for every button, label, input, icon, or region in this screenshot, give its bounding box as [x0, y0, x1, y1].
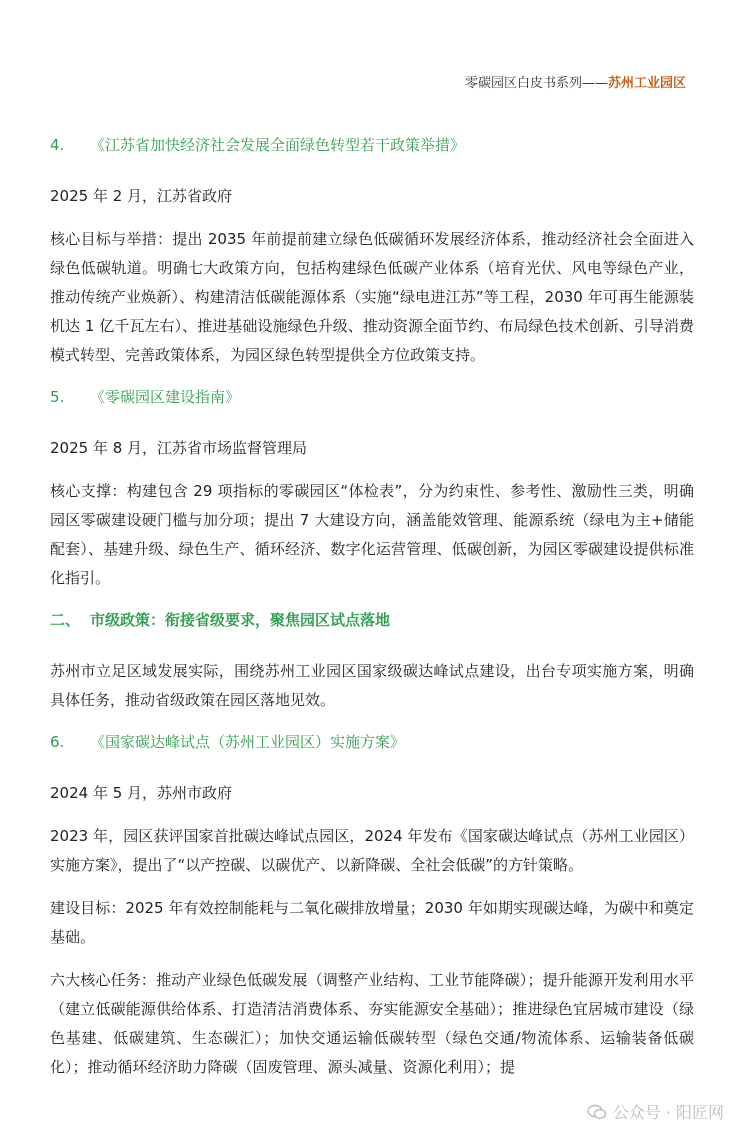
section-4-meta: 2025 年 2 月，江苏省政府: [50, 187, 233, 205]
section-6-para-2: 建设目标：2025 年有效控制能耗与二氧化碳排放增量；2030 年如期实现碳达峰，为碳中和奠定基础。: [50, 899, 694, 946]
section-number: 6.: [50, 733, 65, 751]
section-title: 《零碳园区建设指南》: [90, 388, 241, 406]
section-5-title: [50, 384, 694, 410]
heading-2-intro: 苏州市立足区域发展实际，围绕苏州工业园区国家级碳达峰试点建设，出台专项实施方案，明确具体任务，推动省级政策在园区落地见效。: [50, 662, 694, 709]
header-series: 零碳园区白皮书系列——: [464, 76, 608, 91]
section-4-body: 核心目标与举措：提出 2035 年前提前建立绿色低碳循环发展经济体系，推动经济社会全面进入绿色低碳轨道。明确七大政策方向，包括构建绿色低碳产业体系（培育光伏、风电等绿色产业，推动传统产业焕新）、构建清洁低碳能源体系（实施“绿电进江苏”等工程，2030 年可再生能源装机达 1 亿千瓦左右）、推进基础设施绿色升级、推动资源全面节约、布局绿色技术创新、引导消费模式转型、完善政策体系，为园区绿色转型提供全方位政策支持。: [50, 230, 694, 364]
watermark-text: 公众号 · 阳匠网: [612, 1103, 724, 1122]
section-6-para-3: 六大核心任务：推动产业绿色低碳发展（调整产业结构、工业节能降碳）；提升能源开发利用水平（建立低碳能源供给体系、打造清洁消费体系、夯实能源安全基础）；推进绿色宜居城市建设（绿色基建、低碳建筑、生态碳汇）；加快交通运输低碳转型（绿色交通/物流体系、运输装备低碳化）；推动循环经济助力降碳（固废管理、源头减量、资源化利用）；提: [50, 971, 694, 1076]
section-5-meta: 2025 年 8 月，江苏省市场监督管理局: [50, 439, 308, 457]
section-5-body: 核心支撑：构建包含 29 项指标的零碳园区“体检表”，分为约束性、参考性、激励性三类，明确园区零碳建设硬门槛与加分项；提出 7 大建设方向，涵盖能效管理、能源系统（绿电为主+储能配套）、基建升级、绿色生产、循环经济、数字化运营管理、低碳创新，为园区零碳建设提供标准化指引。: [50, 482, 694, 587]
watermark: [587, 1100, 724, 1123]
page-header: [465, 72, 686, 91]
heading-2: [50, 607, 694, 633]
section-6-para-1: 2023 年，园区获评国家首批碳达峰试点园区，2024 年发布《国家碳达峰试点（苏州工业园区）实施方案》，提出了“以产控碳、以碳优产、以新降碳、全社会低碳”的方针策略。: [50, 827, 694, 874]
section-6-title: [50, 729, 694, 755]
document-body: [50, 132, 694, 1096]
section-number: 5.: [50, 388, 65, 406]
heading-title: 市级政策：衔接省级要求，聚焦园区试点落地: [90, 611, 391, 629]
section-title: 《国家碳达峰试点（苏州工业园区）实施方案》: [90, 733, 406, 751]
wechat-icon: [587, 1104, 607, 1120]
heading-number: 二、: [50, 611, 81, 629]
section-4-title: [50, 132, 694, 158]
section-number: 4.: [50, 136, 65, 154]
header-park: 苏州工业园区: [607, 76, 686, 91]
section-title: 《江苏省加快经济社会发展全面绿色转型若干政策举措》: [90, 136, 466, 154]
section-6-meta: 2024 年 5 月，苏州市政府: [50, 784, 233, 802]
